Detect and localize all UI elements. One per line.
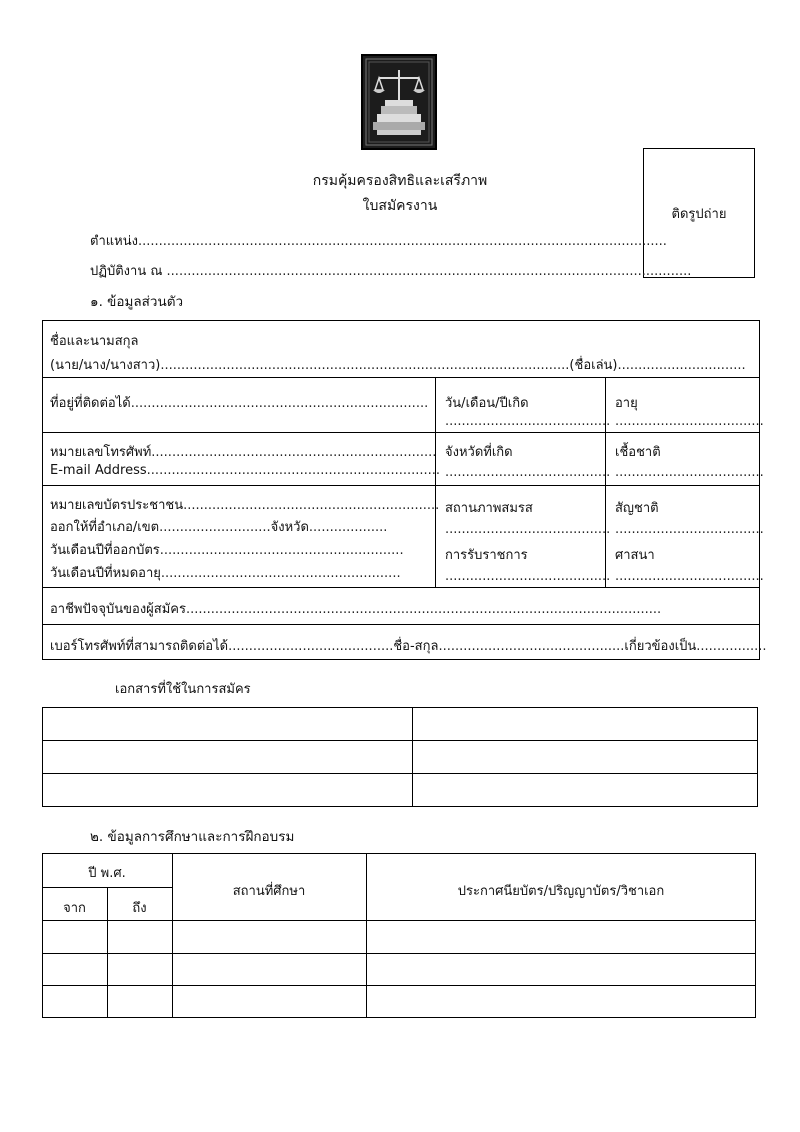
- issued-at-field[interactable]: ออกให้ที่อำเภอ/เขต...........................จังหวัด...................: [50, 520, 388, 535]
- section1-title: ๑. ข้อมูลส่วนตัว: [90, 294, 184, 310]
- contact-field[interactable]: เบอร์โทรศัพท์ที่สามารถติดต่อได้........................................ชื่อ-สกุล.............................................เกี่ยวข้องเป็น.................: [50, 639, 767, 654]
- position-field[interactable]: ตำแหน่ง................................................................................................................................: [90, 234, 667, 249]
- position-label: ตำแหน่ง: [90, 234, 138, 249]
- documents-title: เอกสารที่ใช้ในการสมัคร: [115, 682, 251, 697]
- race-field[interactable]: ....................................: [615, 465, 764, 480]
- org-title: กรมคุ้มครองสิทธิและเสรีภาพ: [312, 173, 488, 189]
- race-label: เชื้อชาติ: [615, 445, 661, 460]
- contact-name-label: ชื่อ-สกุล: [393, 639, 439, 654]
- photo-label: ติดรูปถ่าย: [671, 206, 727, 222]
- occupation-field[interactable]: อาชีพปัจจุบันของผู้สมัคร...................................................................................................................: [50, 602, 662, 617]
- name-field[interactable]: (นาย/นาง/นางสาว)...................................................................................................(ชื่อเล่น)...............................: [50, 358, 746, 373]
- nationality-field[interactable]: ....................................: [615, 522, 764, 537]
- issue-date-field[interactable]: วันเดือนปีที่ออกบัตร...........................................................: [50, 543, 404, 558]
- birthplace-field[interactable]: ........................................: [445, 465, 611, 480]
- religion-label: ศาสนา: [615, 548, 655, 563]
- documents-table: [42, 707, 758, 807]
- name-label: ชื่อและนามสกุล: [50, 334, 139, 349]
- contact-phone-label: เบอร์โทรศัพท์ที่สามารถติดต่อได้: [50, 639, 229, 654]
- to-header: ถึง: [132, 901, 147, 916]
- expiry-date-label: วันเดือนปีที่หมดอายุ: [50, 566, 161, 581]
- idcard-field[interactable]: หมายเลขบัตรประชาชน..............................................................: [50, 498, 440, 513]
- expiry-date-field[interactable]: วันเดือนปีที่หมดอายุ..........................................................: [50, 566, 401, 581]
- province-label: จังหวัด: [270, 520, 309, 535]
- military-label: การรับราชการ: [445, 548, 528, 563]
- dob-label: วัน/เดือน/ปีเกิด: [445, 396, 529, 411]
- military-field[interactable]: ........................................: [445, 569, 611, 584]
- issue-date-label: วันเดือนปีที่ออกบัตร: [50, 543, 160, 558]
- age-label: อายุ: [615, 396, 638, 411]
- phone-label: หมายเลขโทรศัพท์: [50, 445, 152, 460]
- doc-title: ใบสมัครงาน: [362, 198, 438, 214]
- phone-field[interactable]: หมายเลขโทรศัพท์.....................................................................: [50, 445, 437, 460]
- dob-field[interactable]: ........................................: [445, 414, 611, 429]
- issued-at-label: ออกให้ที่อำเภอ/เขต: [50, 520, 160, 535]
- workplace-label: ปฏิบัติงาน ณ: [90, 264, 163, 279]
- year-header: ปี พ.ศ.: [88, 866, 126, 881]
- email-label: E-mail Address: [50, 463, 147, 478]
- birthplace-label: จังหวัดที่เกิด: [445, 445, 513, 460]
- marital-label: สถานภาพสมรส: [445, 501, 533, 516]
- relation-label: เกี่ยวข้องเป็น: [624, 639, 697, 654]
- department-seal: [361, 54, 437, 150]
- nationality-label: สัญชาติ: [615, 501, 659, 516]
- occupation-label: อาชีพปัจจุบันของผู้สมัคร: [50, 602, 186, 617]
- name-prefix: (นาย/นาง/นางสาว): [50, 358, 161, 373]
- age-field[interactable]: ....................................: [615, 414, 764, 429]
- school-header: สถานที่ศึกษา: [232, 884, 306, 899]
- section2-title: ๒. ข้อมูลการศึกษาและการฝึกอบรม: [90, 829, 295, 845]
- workplace-field[interactable]: ปฏิบัติงาน ณ ...............................................................................................................................: [90, 264, 692, 279]
- religion-field[interactable]: ....................................: [615, 569, 764, 584]
- address-label: ที่อยู่ที่ติดต่อได้: [50, 396, 131, 411]
- marital-field[interactable]: ........................................: [445, 522, 611, 537]
- degree-header: ประกาศนียบัตร/ปริญญาบัตร/วิชาเอก: [457, 884, 665, 899]
- idcard-label: หมายเลขบัตรประชาชน: [50, 498, 184, 513]
- from-header: จาก: [63, 901, 86, 916]
- email-field[interactable]: E-mail Address.......................................................................: [50, 463, 441, 478]
- nickname-label: (ชื่อเล่น): [569, 358, 618, 373]
- address-field[interactable]: ที่อยู่ที่ติดต่อได้........................................................................: [50, 396, 429, 411]
